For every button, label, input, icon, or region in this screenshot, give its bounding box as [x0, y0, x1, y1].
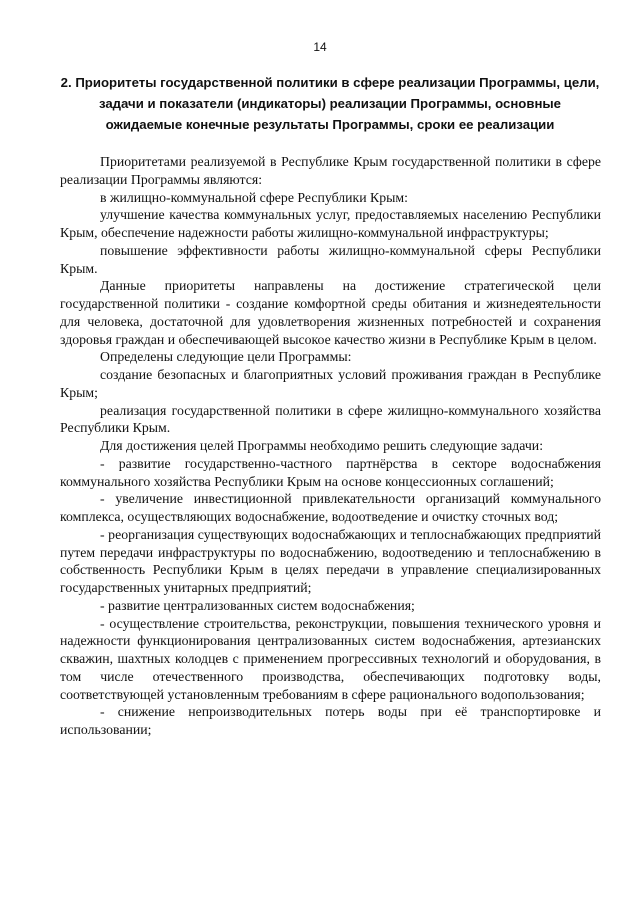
section-heading: 2. Приоритеты государственной политики в сфере реализации Программы, цели, задачи и показатели (индикаторы) реализации Программы, основные ожидаемые конечные результаты Программы, сроки ее реализации — [60, 75, 600, 132]
paragraph: - развитие централизованных систем водоснабжения; — [100, 597, 415, 613]
paragraph: в жилищно-коммунальной сфере Республики Крым: — [100, 189, 408, 205]
paragraph: - увеличение инвестиционной привлекательности организаций коммунального комплекса, осуществляющих водоснабжение, водоотведение и очистку сточных вод; — [60, 491, 601, 524]
paragraph: - реорганизация существующих водоснабжающих и теплоснабжающих предприятий путем передачи инфраструктуры по водоснабжению, водоотведению и теплоснабжению в собственность Республики Крым в целях передачи в управление специализированных государственных унитарных предприятий; — [60, 526, 601, 595]
paragraph: - снижение непроизводительных потерь воды при её транспортировке и использовании; — [60, 704, 601, 737]
paragraph: улучшение качества коммунальных услуг, предоставляемых населению Республики Крым, обеспечение надежности работы жилищно-коммунальной инфраструктуры; — [60, 207, 601, 240]
body-text — [60, 153, 601, 739]
paragraph: создание безопасных и благоприятных условий проживания граждан в Республике Крым; — [60, 367, 601, 400]
paragraph: - развитие государственно-частного партнёрства в секторе водоснабжения коммунального хозяйства Республики Крым на основе концессионных соглашений; — [60, 455, 601, 489]
paragraph: Данные приоритеты направлены на достижение стратегической цели государственной политики - создание комфортной среды обитания и жизнедеятельности для человека, достаточной для удовлетворения жизненных потребностей и сохранения здоровья граждан и обеспечивающей высокое качество жизни в Республике Крым в целом. — [60, 278, 601, 347]
paragraph: реализация государственной политики в сфере жилищно-коммунального хозяйства Республики Крым. — [60, 402, 601, 436]
paragraph: Определены следующие цели Программы: — [100, 349, 352, 365]
paragraph: - осуществление строительства, реконструкции, повышения технического уровня и надежности функционирования централизованных систем водоснабжения, артезианских скважин, шахтных колодцев с применением прогрессивных технологий и оборудования, в том числе отечественного производства, обеспечивающих подготовку воды, соответствующей установленным требованиям в сфере рационального водопользования; — [60, 615, 601, 702]
page-number: 14 — [313, 40, 327, 54]
paragraph: Для достижения целей Программы необходимо решить следующие задачи: — [100, 438, 544, 453]
paragraph: Приоритетами реализуемой в Республике Крым государственной политики в сфере реализации Программы являются: — [60, 154, 601, 187]
paragraph: повышение эффективности работы жилищно-коммунальной сферы Республики Крым. — [60, 242, 601, 276]
